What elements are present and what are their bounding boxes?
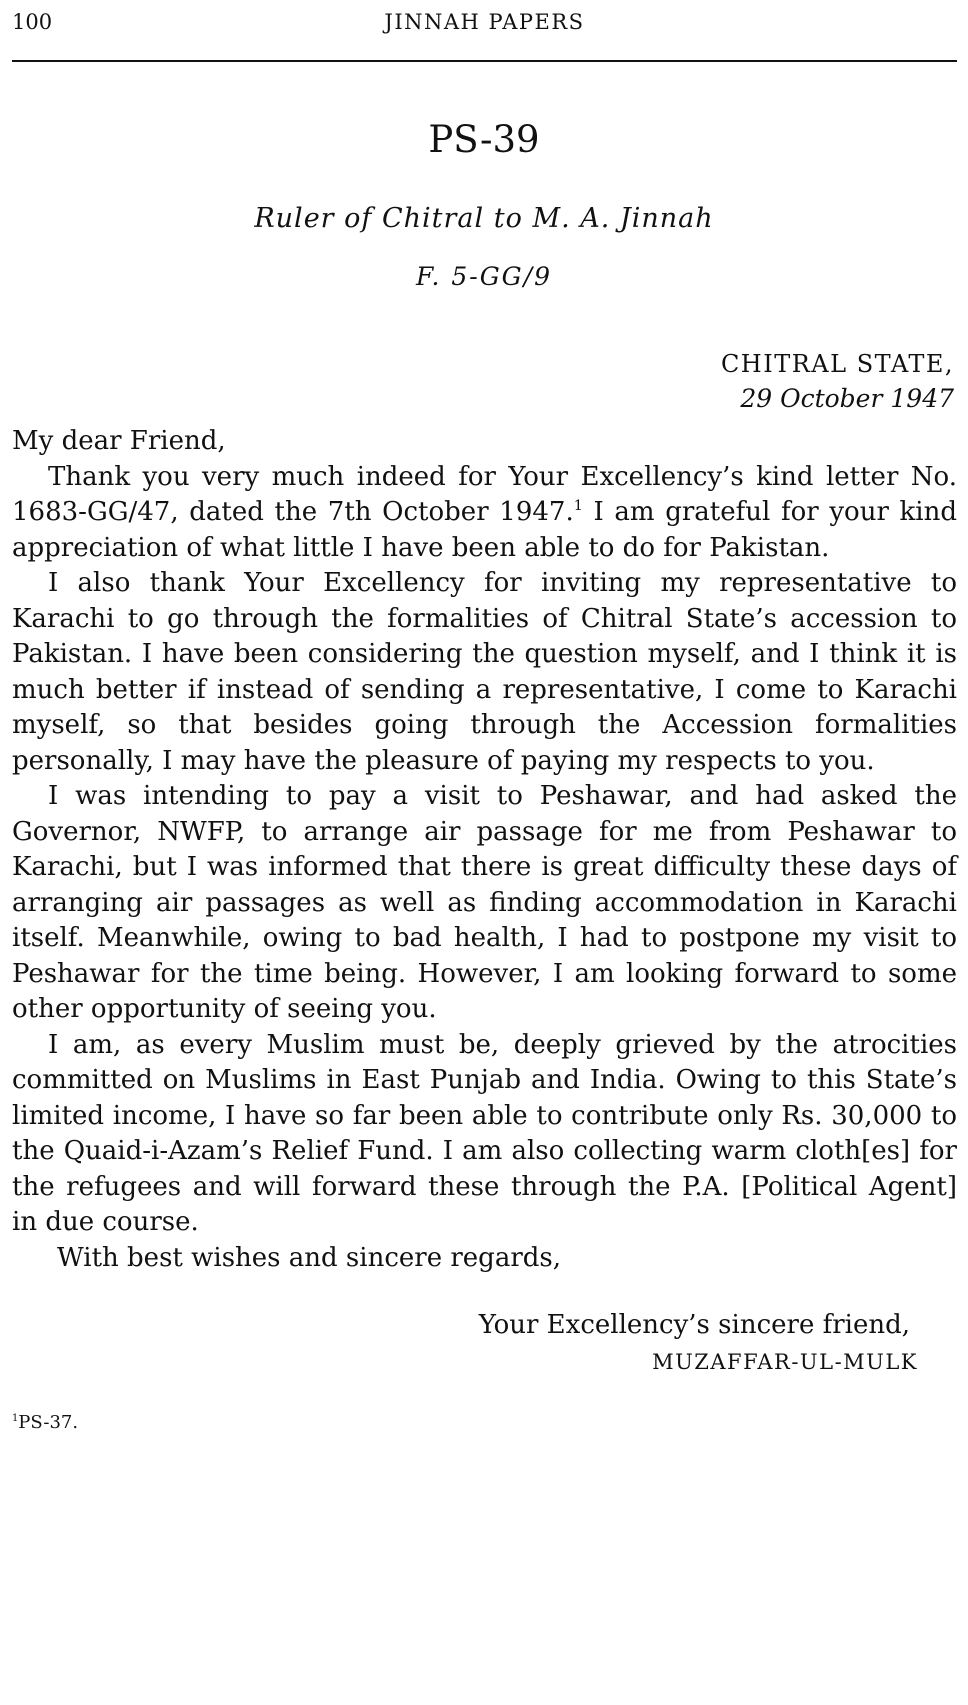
footnote: [12, 1412, 78, 1433]
letter-date: 29 October 1947: [740, 384, 954, 413]
salutation: My dear Friend,: [12, 426, 226, 456]
page-number: 100: [12, 10, 53, 34]
paragraph-2: I also thank Your Excellency for inviting my representative to Karachi to go through the formalities of Chitral State’s accession to Pakistan. I have been considering the question myself, and I think it is much better if instead of sending a representative, I come to Karachi myself, so that besides going through the Accession formalities personally, I may have the pleasure of paying my respects to you.: [12, 568, 957, 776]
footnote-marker: 1: [573, 498, 583, 514]
document-subtitle: Ruler of Chitral to M. A. Jinnah: [254, 203, 714, 234]
footnote-number: 1: [12, 1413, 19, 1425]
paragraph-1-text-b: I am grateful for your kind appreciation of what little I have been able to do for Pakistan.: [12, 497, 957, 563]
signature-name: MUZAFFAR-UL-MULK: [652, 1350, 918, 1374]
file-reference: F. 5-GG/9: [416, 262, 552, 291]
closing-line: With best wishes and sincere regards,: [57, 1242, 562, 1273]
signoff: Your Excellency’s sincere friend,: [478, 1310, 910, 1340]
running-title: JINNAH PAPERS: [384, 10, 585, 34]
letter-place: CHITRAL STATE,: [720, 350, 954, 378]
header-rule: [12, 60, 957, 62]
paragraph-1-text-a: Thank you very much indeed for Your Excellency’s kind letter No. 1683-GG/47, dated the 7th October 1947.: [12, 461, 957, 527]
paragraph-1: [12, 460, 957, 567]
document-number: PS-39: [428, 118, 540, 161]
paragraph-4: I am, as every Muslim must be, deeply grieved by the atrocities committed on Muslims in East Punjab and India. Owing to this State’s limited income, I have so far been able to contribute only Rs. 30,000 to the Quaid-i-Azam’s Relief Fund. I am also collecting warm cloth[es] for the refugees and will forward these through the P.A. [Political Agent] in due course.: [12, 1029, 957, 1237]
footnote-text: PS-37.: [18, 1412, 79, 1433]
paragraph-3: I was intending to pay a visit to Peshawar, and had asked the Governor, NWFP, to arrange air passage for me from Peshawar to Karachi, but I was informed that there is great difficulty these days of arranging air passages as well as finding accommodation in Karachi itself. Meanwhile, owing to bad health, I had to postpone my visit to Peshawar for the time being. However, I am looking forward to some other opportunity of seeing you.: [12, 781, 957, 1024]
running-head: [12, 10, 957, 38]
letter-body: [12, 424, 957, 1276]
